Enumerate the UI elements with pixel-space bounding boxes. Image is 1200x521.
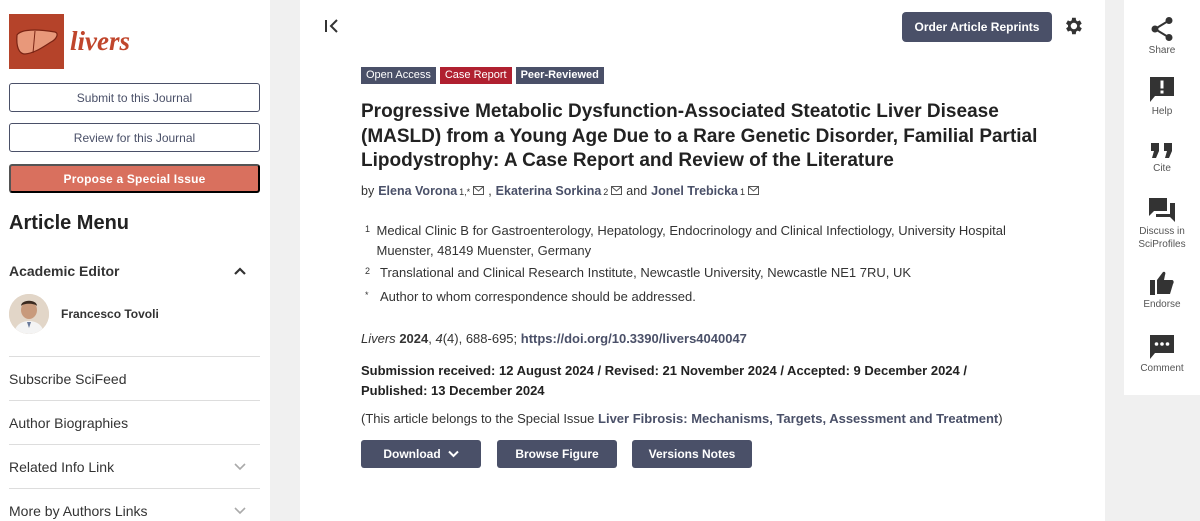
share-button[interactable]: Share — [1124, 16, 1200, 57]
author-link[interactable]: Jonel Trebicka — [651, 184, 739, 198]
avatar — [9, 294, 49, 334]
sidebar-item-label: Author Biographies — [9, 414, 129, 431]
author-link[interactable]: Elena Vorona — [378, 184, 458, 198]
sidebar-item-author-biographies[interactable] — [9, 400, 260, 444]
right-action-bar — [1124, 0, 1200, 395]
left-sidebar — [0, 0, 270, 521]
chevron-up-icon — [234, 267, 246, 275]
by-label: by — [361, 184, 375, 198]
author-link[interactable]: Ekaterina Sorkina — [495, 184, 602, 198]
article-badges — [361, 67, 604, 84]
endorse-button[interactable]: Endorse — [1124, 270, 1200, 311]
cite-button[interactable]: Cite — [1124, 142, 1200, 175]
propose-special-issue-button[interactable]: Propose a Special Issue — [9, 164, 260, 193]
mail-icon[interactable] — [473, 186, 484, 195]
sidebar-item-label: Related Info Link — [9, 458, 115, 475]
affiliation: * Author to whom correspondence should be addressed. — [365, 289, 696, 304]
versions-notes-button[interactable]: Versions Notes — [632, 440, 752, 468]
mail-icon[interactable] — [611, 186, 622, 195]
collapse-sidebar-icon[interactable] — [324, 18, 340, 34]
article-menu-title: Article Menu — [9, 212, 130, 234]
liver-logo-icon — [9, 14, 64, 69]
citation-year: 2024 — [399, 331, 429, 346]
comment-icon — [1149, 334, 1175, 360]
discuss-button[interactable]: Discuss in SciProfiles — [1124, 197, 1200, 251]
download-button[interactable]: Download — [361, 440, 481, 468]
help-icon — [1149, 76, 1175, 103]
special-issue-link[interactable]: Liver Fibrosis: Mechanisms, Targets, Assessment and Treatment — [598, 411, 999, 426]
quote-icon — [1150, 142, 1174, 160]
author-sup: 1 — [740, 187, 746, 197]
academic-editor[interactable] — [9, 294, 159, 334]
thumbs-up-icon — [1149, 270, 1175, 296]
chevron-down-icon — [448, 450, 459, 458]
order-reprints-button[interactable]: Order Article Reprints — [902, 12, 1052, 42]
editor-name[interactable]: Francesco Tovoli — [61, 307, 159, 321]
forum-icon — [1148, 197, 1176, 223]
article-citation: Livers 2024, 4(4), 688-695; https://doi.org/10.3390/livers4040047 — [361, 331, 747, 346]
chevron-down-icon — [234, 507, 246, 515]
peer-reviewed-badge: Peer-Reviewed — [516, 67, 604, 84]
journal-logo[interactable] — [9, 14, 130, 69]
comment-button[interactable]: Comment — [1124, 334, 1200, 375]
share-icon — [1150, 16, 1174, 42]
article-main — [300, 0, 1105, 521]
academic-editor-toggle[interactable] — [9, 263, 260, 279]
chevron-down-icon — [234, 463, 246, 471]
author-sup: 2 — [603, 187, 609, 197]
affiliation: 2 Translational and Clinical Research Institute, Newcastle University, Newcastle NE1 7RU, UK — [365, 265, 912, 280]
open-access-badge: Open Access — [361, 67, 436, 84]
sidebar-item-label: More by Authors Links — [9, 502, 148, 519]
sidebar-item-related-info[interactable] — [9, 444, 260, 488]
doi-link[interactable]: https://doi.org/10.3390/livers4040047 — [520, 331, 747, 346]
sidebar-item-more-by-authors[interactable] — [9, 488, 260, 521]
academic-editor-heading: Academic Editor — [9, 263, 120, 279]
and-label: and — [626, 184, 648, 198]
affiliation: 1 Medical Clinic B for Gastroenterology, Hepatology, Endocrinology and Clinical Infectiology, University Hospital Muenster, 48149 Muenster, Germany — [365, 223, 1006, 258]
journal-name: livers — [70, 26, 130, 56]
article-title: Progressive Metabolic Dysfunction-Associated Steatotic Liver Disease (MASLD) from a Young Age Due to a Rare Genetic Disorder, Familial Partial Lipodystrophy: A Case Report and Review of the Literature — [361, 101, 1038, 171]
citation-volume: 4 — [435, 331, 443, 346]
gear-icon[interactable] — [1062, 15, 1084, 37]
publication-dates: Submission received: 12 August 2024 / Revised: 21 November 2024 / Accepted: 9 December 2024 / Published: 13 December 2024 — [361, 363, 967, 398]
browse-figure-button[interactable]: Browse Figure — [497, 440, 617, 468]
help-button[interactable]: Help — [1124, 76, 1200, 118]
review-journal-button[interactable]: Review for this Journal — [9, 123, 260, 152]
sidebar-item-label: Subscribe SciFeed — [9, 370, 127, 387]
author-list: by Elena Vorona 1,* , Ekaterina Sorkina 2 and Jonel Trebicka 1 — [361, 184, 763, 198]
special-issue-note: (This article belongs to the Special Issue Liver Fibrosis: Mechanisms, Targets, Assessment and Treatment) — [361, 411, 1003, 426]
submit-journal-button[interactable]: Submit to this Journal — [9, 83, 260, 112]
case-report-badge: Case Report — [440, 67, 512, 84]
citation-journal: Livers — [361, 331, 396, 346]
sidebar-item-subscribe-scifeed[interactable] — [9, 356, 260, 400]
mail-icon[interactable] — [748, 186, 759, 195]
author-sup: 1,* — [459, 187, 471, 197]
